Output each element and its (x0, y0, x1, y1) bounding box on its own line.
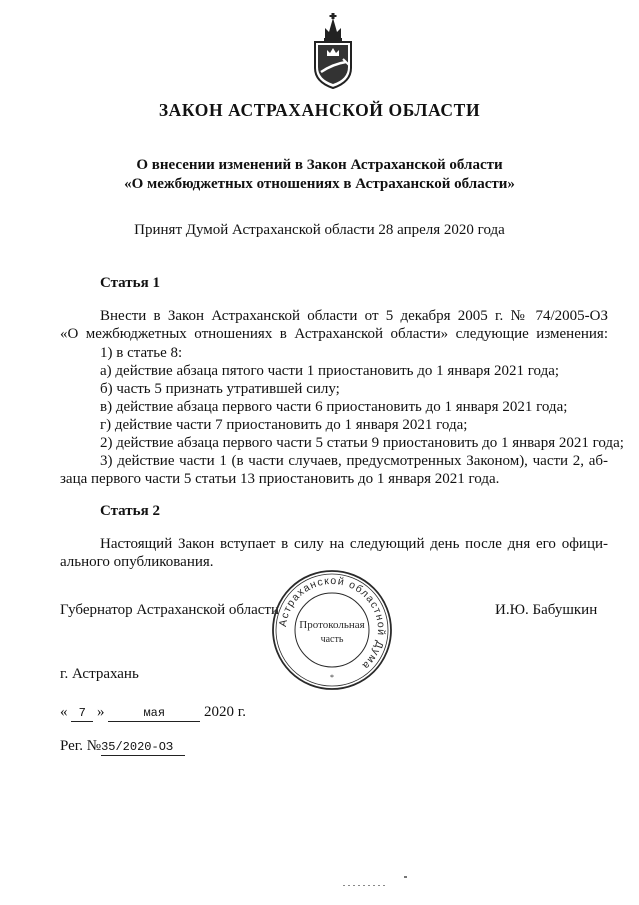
law-subtitle-line1: О внесении изменений в Закон Астраханской области (136, 157, 503, 173)
registration-number: 35/2020-ОЗ (101, 740, 185, 756)
law-subtitle-line2: «О межбюджетных отношениях в Астраханской области» (124, 176, 515, 192)
signing-date (60, 703, 246, 722)
date-open-quote: « (60, 704, 68, 720)
article2-heading: Статья 2 (100, 503, 160, 519)
seal-ring-text: Астраханской областной Дума (277, 574, 388, 673)
document-title: ЗАКОН АСТРАХАНСКОЙ ОБЛАСТИ (158, 100, 481, 120)
article1-paragraph-line1: Внести в Закон Астраханской области от 5 декабря 2005 г. № 74/2005-ОЗ (100, 308, 608, 324)
article1-item3-line1: 3) действие части 1 (в части случаев, предусмотренных Законом), части 2, аб- (100, 453, 608, 469)
governor-name: И.Ю. Бабушкин (495, 602, 598, 618)
seal-center-line2: часть (320, 634, 344, 645)
date-day: 7 (71, 706, 93, 722)
scan-artifact-mark (404, 876, 407, 878)
article1-item-v: в) действие абзаца первого части 6 приостановить до 1 января 2021 года; (100, 399, 568, 415)
date-year: 2020 г. (204, 704, 246, 720)
registration-label: Рег. № (60, 738, 102, 754)
article1-paragraph-line2: «О межбюджетных отношениях в Астраханской области» следующие изменения: (60, 326, 608, 342)
date-month: мая (108, 706, 200, 722)
svg-text:*: * (330, 673, 334, 682)
registration (60, 737, 185, 756)
article1-heading: Статья 1 (100, 275, 160, 291)
date-close-quote: » (97, 704, 105, 720)
seal-center-line1: Протокольная (299, 619, 365, 631)
article1-item-b: б) часть 5 признать утратившей силу; (100, 381, 340, 397)
article1-item-a: а) действие абзаца пятого части 1 приостановить до 1 января 2021 года; (100, 363, 560, 379)
article1-item-g: г) действие части 7 приостановить до 1 января 2021 года; (100, 417, 468, 433)
adoption-note: Принят Думой Астраханской области 28 апреля 2020 года (134, 222, 505, 238)
article2-line1: Настоящий Закон вступает в силу на следующий день после дня его офици- (100, 536, 608, 552)
coat-of-arms-icon (303, 12, 363, 90)
article1-item1: 1) в статье 8: (100, 345, 183, 361)
article2-line2: ального опубликования. (60, 554, 214, 570)
governor-title: Губернатор Астраханской области (60, 602, 280, 618)
article1-item2: 2) действие абзаца первого части 5 статьи 9 приостановить до 1 января 2021 года; (100, 435, 624, 451)
article1-item3-line2: зaца первого части 5 статьи 13 приостановить до 1 января 2021 года. (60, 471, 500, 487)
place-of-signing: г. Астрахань (60, 666, 139, 682)
scan-artifact (343, 884, 388, 888)
official-seal-icon (270, 568, 394, 692)
